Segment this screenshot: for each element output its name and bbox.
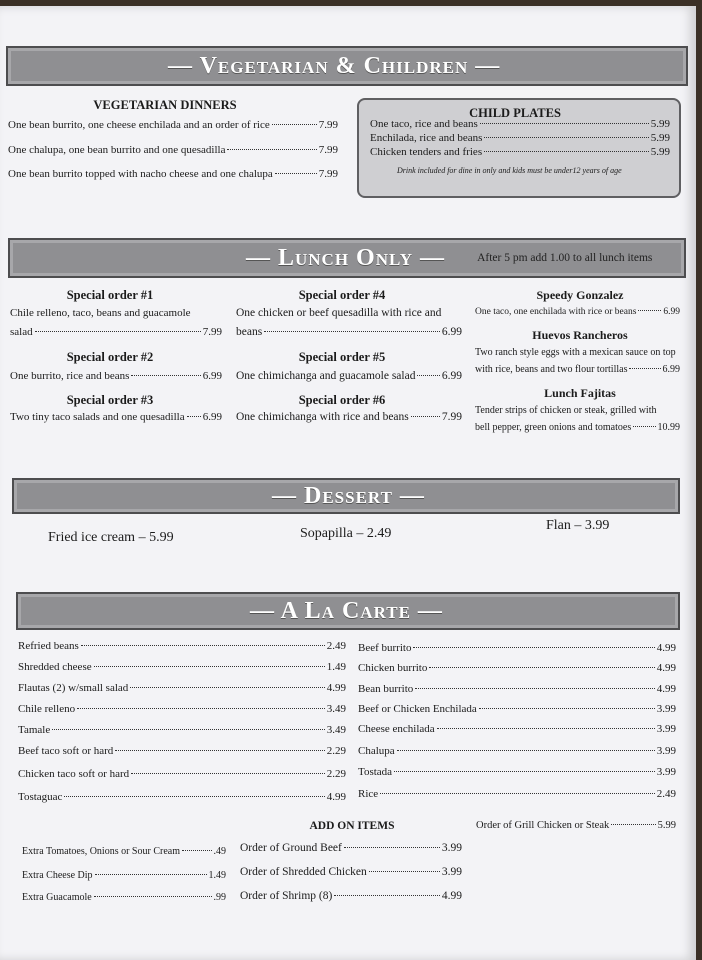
child-heading: CHILD PLATES [469,106,561,120]
item-name: One bean burrito topped with nacho cheese and one chalupa [8,168,273,180]
item-name: One bean burrito, one cheese enchilada and an order of rice [8,119,270,131]
item-price: 2.49 [656,788,676,800]
item-price: .49 [213,846,226,857]
item-price: 7.99 [318,144,338,156]
item-name: Chile relleno [18,703,76,715]
item-price: 4.99 [656,642,676,654]
item-price: 5.99 [650,146,670,158]
extra-item [22,870,226,881]
special-desc: One taco, one enchilada with rice or beans [475,307,637,317]
item-price: 3.99 [656,745,676,757]
item-name: Chicken taco soft or hard [18,768,130,780]
special-price-row [236,411,462,423]
special-desc: One chimichanga and guacamole salad [236,370,416,382]
carte-item [18,703,346,715]
child-item [370,118,670,130]
special-title: Special order #2 [66,350,154,364]
special-price: 7.99 [441,411,462,423]
item-name: One chalupa, one bean burrito and one quesadilla [8,144,226,156]
item-price: 7.99 [318,119,338,131]
item-name: Refried beans [18,640,79,652]
special-desc: Two tiny taco salads and one quesadilla [10,411,185,423]
carte-item [18,768,346,780]
special-title: Special order #6 [298,393,386,407]
special-title: Lunch Fajitas [544,386,616,400]
item-name: Extra Guacamole [22,892,92,903]
dessert-item: Flan – 3.99 [546,518,610,533]
item-name: Order of Shredded Chicken [240,866,367,878]
item-price: 4.99 [326,791,346,803]
item-price: 3.49 [326,703,346,715]
special-desc: One chimichanga with rice and beans [236,411,409,423]
item-name: Rice [358,788,379,800]
special-title: Speedy Gonzalez [536,288,624,302]
item-name: Extra Tomatoes, Onions or Sour Cream [22,846,180,857]
item-price: 5.99 [650,118,670,130]
special-price: 6.99 [202,370,222,382]
item-name: Beef burrito [358,642,412,654]
special-desc: Chile relleno, taco, beans and guacamole [10,307,191,319]
banner-title: — Lunch Only — [246,244,446,271]
special-price-row [475,364,680,375]
extra-item [22,892,226,903]
add-on-item [240,866,462,878]
item-name: Shredded cheese [18,661,92,673]
item-price: 3.99 [656,703,676,715]
carte-item [358,788,676,800]
special-desc: One chicken or beef quesadilla with rice and [236,307,442,319]
special-price: 6.99 [202,411,222,423]
add-on-heading: ADD ON ITEMS [309,820,395,832]
item-price: 2.49 [326,640,346,652]
special-price-row [10,326,222,338]
item-name: Tamale [18,724,51,736]
item-name: Flautas (2) w/small salad [18,682,129,694]
add-on-item [240,842,462,854]
menu-page [0,6,696,960]
dessert-item: Sopapilla – 2.49 [300,526,392,541]
special-desc-2: beans [236,326,263,338]
item-name: Order of Ground Beef [240,842,342,854]
item-price: 4.99 [656,683,676,695]
special-title: Special order #1 [66,288,154,302]
carte-item [358,745,676,757]
item-name: Bean burrito [358,683,414,695]
special-title: Special order #3 [66,393,154,407]
special-desc-2: bell pepper, green onions and tomatoes [475,422,632,433]
a-la-carte-banner [16,592,680,630]
special-title: Huevos Rancheros [532,328,628,342]
carte-item [18,724,346,736]
special-desc: Tender strips of chicken or steak, grilled with [475,405,657,416]
special-price-row [475,422,680,433]
item-name: One taco, rice and beans [370,118,478,130]
special-desc: One burrito, rice and beans [10,370,130,382]
special-price: 6.99 [441,370,462,382]
vegetarian-children-banner [6,46,688,86]
item-price: 3.49 [326,724,346,736]
banner-title: — Vegetarian & Children — [168,52,501,79]
menu-item [8,144,338,156]
carte-item [18,640,346,652]
item-name: Tostada [358,766,393,778]
carte-item [358,766,676,778]
item-price: 2.29 [326,768,346,780]
child-item [370,146,670,158]
item-price: 7.99 [318,168,338,180]
item-price: 3.99 [441,842,462,854]
banner-title: — Dessert — [272,482,425,509]
item-price: 2.29 [326,745,346,757]
item-name: Order of Shrimp (8) [240,890,333,902]
carte-item [358,683,676,695]
carte-item [18,745,346,757]
special-price: 6.99 [441,326,462,338]
dessert-item: Fried ice cream – 5.99 [48,530,174,545]
item-name: Tostaguac [18,791,63,803]
special-price-row [10,411,222,423]
lunch-banner [8,238,686,278]
special-price: 7.99 [202,326,222,338]
item-price: 4.99 [441,890,462,902]
special-desc-2: salad [10,326,33,338]
carte-item [358,642,676,654]
special-price-row [475,307,680,317]
special-price-row [236,326,462,338]
item-price: 5.99 [650,132,670,144]
item-name: Beef or Chicken Enchilada [358,703,477,715]
vegetarian-heading: VEGETARIAN DINNERS [93,98,237,112]
carte-item [358,703,676,715]
item-price: 3.99 [656,766,676,778]
carte-item [358,723,676,735]
special-price: 10.99 [657,422,680,433]
menu-item [8,168,338,180]
special-desc-2: with rice, beans and two flour tortillas [475,364,628,375]
item-price: 3.99 [441,866,462,878]
child-item [370,132,670,144]
item-name: Order of Grill Chicken or Steak [476,820,610,831]
item-name: Chalupa [358,745,395,757]
special-title: Special order #5 [298,350,386,364]
extra-item [22,846,226,857]
carte-item [18,682,346,694]
grill-item [476,820,676,831]
special-price-row [236,370,462,382]
item-price: 5.99 [657,820,676,831]
item-name: Extra Cheese Dip [22,870,93,881]
item-name: Chicken tenders and fries [370,146,483,158]
special-price: 6.99 [662,364,680,375]
special-title: Special order #4 [298,288,386,302]
item-name: Enchilada, rice and beans [370,132,483,144]
carte-item [358,662,676,674]
item-price: 3.99 [656,723,676,735]
dessert-banner [12,478,680,514]
item-price: 1.49 [208,870,226,881]
lunch-note: After 5 pm add 1.00 to all lunch items [477,252,653,264]
special-price-row [10,370,222,382]
item-name: Beef taco soft or hard [18,745,114,757]
item-price: 4.99 [326,682,346,694]
item-price: .99 [213,892,226,903]
item-price: 1.49 [326,661,346,673]
menu-item [8,119,338,131]
special-desc: Two ranch style eggs with a mexican sauce on top [475,347,676,358]
special-price: 6.99 [663,307,680,317]
item-name: Chicken burrito [358,662,428,674]
banner-title: — A La Carte — [250,597,443,624]
child-note: Drink included for dine in only and kids must be under12 years of age [397,166,622,175]
carte-item [18,661,346,673]
carte-item [18,791,346,803]
item-name: Cheese enchilada [358,723,435,735]
item-price: 4.99 [656,662,676,674]
add-on-item [240,890,462,902]
